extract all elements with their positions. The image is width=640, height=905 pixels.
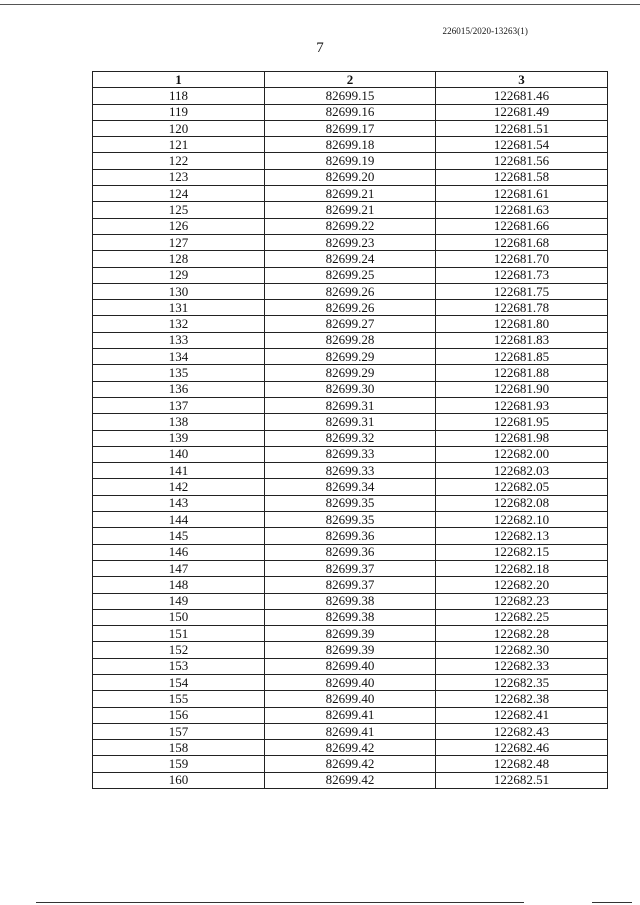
table-row (93, 707, 608, 723)
table-row (93, 283, 608, 299)
point-number-cell: 157 (93, 723, 265, 739)
point-number-cell: 160 (93, 772, 265, 788)
header-row (93, 72, 608, 88)
y-coordinate-cell: 122681.51 (436, 120, 608, 136)
column-header-1: 1 (93, 72, 265, 88)
y-coordinate-cell: 122682.51 (436, 772, 608, 788)
x-coordinate-cell: 82699.33 (265, 446, 436, 462)
table-row (93, 430, 608, 446)
y-coordinate-cell: 122682.38 (436, 691, 608, 707)
table-row (93, 528, 608, 544)
point-number-cell: 125 (93, 202, 265, 218)
point-number-cell: 150 (93, 609, 265, 625)
x-coordinate-cell: 82699.36 (265, 528, 436, 544)
point-number-cell: 129 (93, 267, 265, 283)
table-row (93, 316, 608, 332)
table-row (93, 218, 608, 234)
point-number-cell: 143 (93, 495, 265, 511)
bottom-border-line-short (592, 902, 632, 903)
x-coordinate-cell: 82699.31 (265, 414, 436, 430)
point-number-cell: 119 (93, 104, 265, 120)
point-number-cell: 156 (93, 707, 265, 723)
point-number-cell: 124 (93, 186, 265, 202)
x-coordinate-cell: 82699.24 (265, 251, 436, 267)
x-coordinate-cell: 82699.35 (265, 512, 436, 528)
point-number-cell: 134 (93, 349, 265, 365)
y-coordinate-cell: 122682.00 (436, 446, 608, 462)
point-number-cell: 118 (93, 88, 265, 104)
x-coordinate-cell: 82699.35 (265, 495, 436, 511)
coordinates-table (92, 71, 608, 789)
point-number-cell: 135 (93, 365, 265, 381)
point-number-cell: 132 (93, 316, 265, 332)
table-row (93, 120, 608, 136)
x-coordinate-cell: 82699.29 (265, 349, 436, 365)
table-row (93, 495, 608, 511)
x-coordinate-cell: 82699.26 (265, 283, 436, 299)
x-coordinate-cell: 82699.18 (265, 137, 436, 153)
table-row (93, 463, 608, 479)
x-coordinate-cell: 82699.37 (265, 577, 436, 593)
x-coordinate-cell: 82699.42 (265, 740, 436, 756)
y-coordinate-cell: 122681.90 (436, 381, 608, 397)
y-coordinate-cell: 122682.08 (436, 495, 608, 511)
x-coordinate-cell: 82699.38 (265, 609, 436, 625)
table-row (93, 626, 608, 642)
y-coordinate-cell: 122682.18 (436, 560, 608, 576)
x-coordinate-cell: 82699.33 (265, 463, 436, 479)
x-coordinate-cell: 82699.21 (265, 186, 436, 202)
x-coordinate-cell: 82699.15 (265, 88, 436, 104)
y-coordinate-cell: 122682.41 (436, 707, 608, 723)
x-coordinate-cell: 82699.23 (265, 234, 436, 250)
point-number-cell: 147 (93, 560, 265, 576)
x-coordinate-cell: 82699.28 (265, 332, 436, 348)
x-coordinate-cell: 82699.34 (265, 479, 436, 495)
table-row (93, 593, 608, 609)
point-number-cell: 146 (93, 544, 265, 560)
table-row (93, 104, 608, 120)
y-coordinate-cell: 122681.93 (436, 397, 608, 413)
y-coordinate-cell: 122681.46 (436, 88, 608, 104)
x-coordinate-cell: 82699.40 (265, 691, 436, 707)
y-coordinate-cell: 122682.03 (436, 463, 608, 479)
point-number-cell: 121 (93, 137, 265, 153)
table-row (93, 609, 608, 625)
point-number-cell: 152 (93, 642, 265, 658)
y-coordinate-cell: 122682.23 (436, 593, 608, 609)
table-row (93, 169, 608, 185)
y-coordinate-cell: 122682.10 (436, 512, 608, 528)
column-header-2: 2 (265, 72, 436, 88)
table-row (93, 397, 608, 413)
point-number-cell: 151 (93, 626, 265, 642)
table-row (93, 772, 608, 788)
bottom-border-line (36, 902, 524, 903)
table-row (93, 479, 608, 495)
table-row (93, 251, 608, 267)
x-coordinate-cell: 82699.38 (265, 593, 436, 609)
x-coordinate-cell: 82699.25 (265, 267, 436, 283)
point-number-cell: 126 (93, 218, 265, 234)
point-number-cell: 141 (93, 463, 265, 479)
column-header-3: 3 (436, 72, 608, 88)
point-number-cell: 154 (93, 674, 265, 690)
table-row (93, 512, 608, 528)
point-number-cell: 122 (93, 153, 265, 169)
y-coordinate-cell: 122681.68 (436, 234, 608, 250)
x-coordinate-cell: 82699.22 (265, 218, 436, 234)
y-coordinate-cell: 122682.30 (436, 642, 608, 658)
y-coordinate-cell: 122682.15 (436, 544, 608, 560)
x-coordinate-cell: 82699.17 (265, 120, 436, 136)
y-coordinate-cell: 122681.58 (436, 169, 608, 185)
y-coordinate-cell: 122682.05 (436, 479, 608, 495)
x-coordinate-cell: 82699.32 (265, 430, 436, 446)
table-row (93, 332, 608, 348)
y-coordinate-cell: 122681.85 (436, 349, 608, 365)
x-coordinate-cell: 82699.30 (265, 381, 436, 397)
y-coordinate-cell: 122681.95 (436, 414, 608, 430)
y-coordinate-cell: 122682.33 (436, 658, 608, 674)
x-coordinate-cell: 82699.42 (265, 772, 436, 788)
y-coordinate-cell: 122681.83 (436, 332, 608, 348)
point-number-cell: 120 (93, 120, 265, 136)
point-number-cell: 130 (93, 283, 265, 299)
y-coordinate-cell: 122681.61 (436, 186, 608, 202)
point-number-cell: 140 (93, 446, 265, 462)
point-number-cell: 142 (93, 479, 265, 495)
y-coordinate-cell: 122682.35 (436, 674, 608, 690)
table-row (93, 137, 608, 153)
point-number-cell: 148 (93, 577, 265, 593)
y-coordinate-cell: 122681.70 (436, 251, 608, 267)
x-coordinate-cell: 82699.31 (265, 397, 436, 413)
table-row (93, 544, 608, 560)
table-body (93, 88, 608, 789)
y-coordinate-cell: 122682.25 (436, 609, 608, 625)
y-coordinate-cell: 122681.49 (436, 104, 608, 120)
x-coordinate-cell: 82699.40 (265, 674, 436, 690)
table-header (93, 72, 608, 88)
table-row (93, 740, 608, 756)
y-coordinate-cell: 122681.56 (436, 153, 608, 169)
y-coordinate-cell: 122682.48 (436, 756, 608, 772)
x-coordinate-cell: 82699.26 (265, 300, 436, 316)
table-row (93, 300, 608, 316)
point-number-cell: 137 (93, 397, 265, 413)
y-coordinate-cell: 122681.80 (436, 316, 608, 332)
point-number-cell: 128 (93, 251, 265, 267)
y-coordinate-cell: 122682.20 (436, 577, 608, 593)
x-coordinate-cell: 82699.39 (265, 626, 436, 642)
point-number-cell: 158 (93, 740, 265, 756)
point-number-cell: 138 (93, 414, 265, 430)
table-row (93, 560, 608, 576)
y-coordinate-cell: 122681.63 (436, 202, 608, 218)
x-coordinate-cell: 82699.19 (265, 153, 436, 169)
point-number-cell: 127 (93, 234, 265, 250)
x-coordinate-cell: 82699.42 (265, 756, 436, 772)
y-coordinate-cell: 122681.73 (436, 267, 608, 283)
x-coordinate-cell: 82699.29 (265, 365, 436, 381)
y-coordinate-cell: 122681.98 (436, 430, 608, 446)
page-number: 7 (316, 40, 324, 56)
table-row (93, 756, 608, 772)
y-coordinate-cell: 122681.54 (436, 137, 608, 153)
table-row (93, 674, 608, 690)
table-row (93, 234, 608, 250)
point-number-cell: 131 (93, 300, 265, 316)
point-number-cell: 133 (93, 332, 265, 348)
x-coordinate-cell: 82699.41 (265, 723, 436, 739)
x-coordinate-cell: 82699.40 (265, 658, 436, 674)
y-coordinate-cell: 122682.13 (436, 528, 608, 544)
x-coordinate-cell: 82699.37 (265, 560, 436, 576)
point-number-cell: 155 (93, 691, 265, 707)
table-row (93, 446, 608, 462)
table-row (93, 365, 608, 381)
x-coordinate-cell: 82699.41 (265, 707, 436, 723)
point-number-cell: 123 (93, 169, 265, 185)
x-coordinate-cell: 82699.20 (265, 169, 436, 185)
x-coordinate-cell: 82699.21 (265, 202, 436, 218)
table-row (93, 381, 608, 397)
y-coordinate-cell: 122681.66 (436, 218, 608, 234)
table-row (93, 88, 608, 104)
point-number-cell: 139 (93, 430, 265, 446)
table-row (93, 153, 608, 169)
y-coordinate-cell: 122682.46 (436, 740, 608, 756)
table-row (93, 723, 608, 739)
point-number-cell: 159 (93, 756, 265, 772)
point-number-cell: 149 (93, 593, 265, 609)
top-border-line (0, 4, 640, 5)
x-coordinate-cell: 82699.27 (265, 316, 436, 332)
y-coordinate-cell: 122682.43 (436, 723, 608, 739)
table-row (93, 642, 608, 658)
table-row (93, 414, 608, 430)
document-id: 226015/2020-13263(1) (442, 26, 528, 36)
point-number-cell: 145 (93, 528, 265, 544)
x-coordinate-cell: 82699.16 (265, 104, 436, 120)
x-coordinate-cell: 82699.36 (265, 544, 436, 560)
point-number-cell: 144 (93, 512, 265, 528)
y-coordinate-cell: 122682.28 (436, 626, 608, 642)
table-row (93, 267, 608, 283)
y-coordinate-cell: 122681.75 (436, 283, 608, 299)
x-coordinate-cell: 82699.39 (265, 642, 436, 658)
table-row (93, 202, 608, 218)
table-row (93, 186, 608, 202)
table-row (93, 658, 608, 674)
table-row (93, 691, 608, 707)
table-row (93, 577, 608, 593)
point-number-cell: 136 (93, 381, 265, 397)
table-row (93, 349, 608, 365)
y-coordinate-cell: 122681.78 (436, 300, 608, 316)
point-number-cell: 153 (93, 658, 265, 674)
y-coordinate-cell: 122681.88 (436, 365, 608, 381)
